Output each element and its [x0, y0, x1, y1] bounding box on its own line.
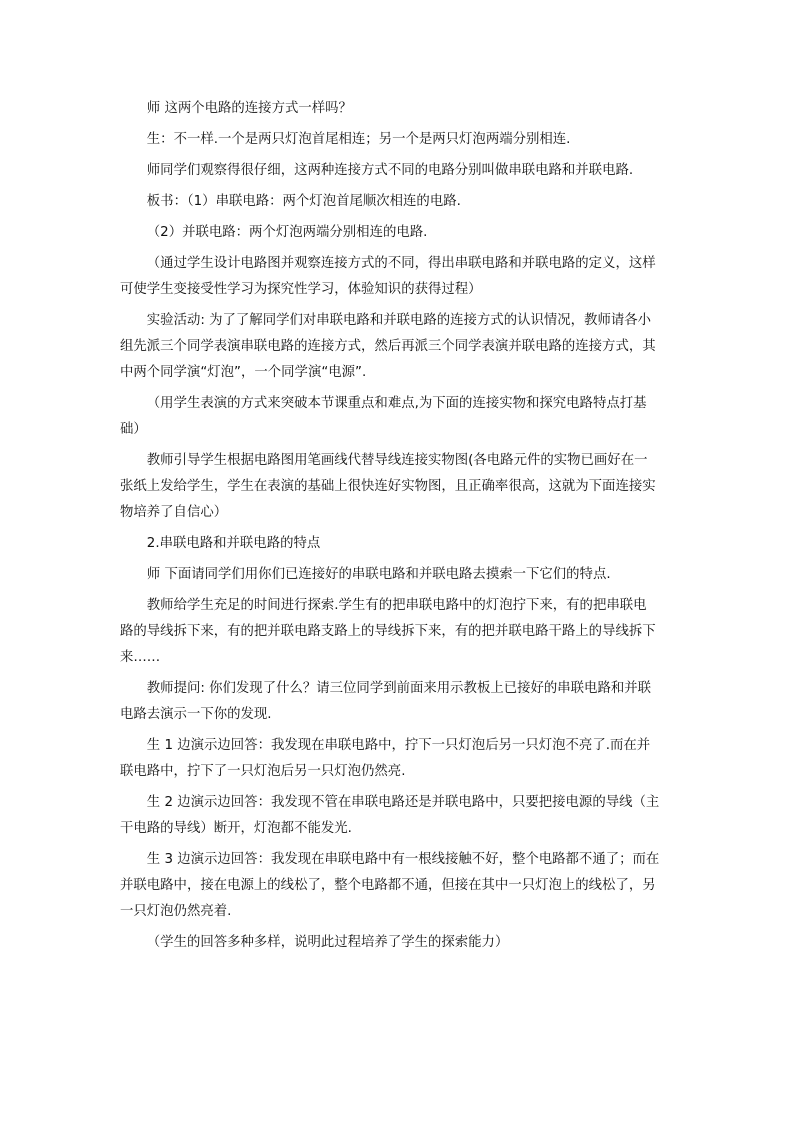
text-line: （用学生表演的方式来突破本节课重点和难点,为下面的连接实物和探究电路特点打基: [146, 396, 647, 411]
text-line: 路的导线拆下来，有的把并联电路支路上的导线拆下来，有的把并联电路干路上的导线拆下: [120, 624, 656, 639]
text-line: 张纸上发给学生，学生在表演的基础上很快连好实物图，且正确率很高，这就为下面连接实: [120, 479, 656, 494]
text-line: 础）: [120, 422, 147, 437]
paragraph-2: [120, 127, 680, 153]
text-line: 板书：（1）串联电路：两个灯泡首尾顺次相连的电路.: [146, 194, 461, 209]
paragraph-16: [120, 847, 680, 925]
paragraph-5: [120, 220, 680, 246]
text-line: 实验活动: 为了了解同学们对串联电路和并联电路的连接方式的认识情况，教师请各小: [146, 313, 652, 328]
document-page: [120, 96, 680, 961]
text-line: 电路去演示一下你的发现.: [120, 707, 272, 722]
paragraph-9: [120, 448, 680, 526]
paragraph-3: [120, 158, 680, 184]
section-heading: 2.串联电路和并联电路的特点: [146, 536, 321, 551]
text-line: 一只灯泡仍然亮着.: [120, 904, 232, 919]
text-line: 教师提问: 你们发现了什么？请三位同学到前面来用示教板上已接好的串联电路和并联: [146, 681, 652, 696]
paragraph-10: [120, 531, 680, 557]
paragraph-14: [120, 733, 680, 785]
paragraph-11: [120, 562, 680, 588]
text-line: （2）并联电路：两个灯泡两端分别相连的电路.: [146, 225, 428, 240]
text-line: 师 这两个电路的连接方式一样吗？: [146, 101, 352, 116]
text-line: 师同学们观察得很仔细，这两种连接方式不同的电路分别叫做串联电路和并联电路.: [146, 163, 634, 178]
text-line: 联电路中，拧下了一只灯泡后另一只灯泡仍然亮.: [120, 764, 406, 779]
text-line: 生 2 边演示边回答：我发现不管在串联电路还是并联电路中，只要把接电源的导线（主: [146, 795, 660, 810]
text-line: 教师给学生充足的时间进行探索.学生有的把串联电路中的灯泡拧下来，有的把串联电: [146, 598, 647, 613]
paragraph-12: [120, 593, 680, 671]
text-line: 可使学生变接受性学习为探究性学习，体验知识的获得过程）: [120, 282, 482, 297]
text-line: 来……: [120, 650, 161, 665]
paragraph-8: [120, 391, 680, 443]
text-line: （学生的回答多种多样，说明此过程培养了学生的探索能力）: [146, 935, 509, 950]
text-line: 生 3 边演示边回答：我发现在串联电路中有一根线接触不好，整个电路都不通了；而在: [146, 852, 660, 867]
paragraph-13: [120, 676, 680, 728]
paragraph-15: [120, 790, 680, 842]
text-line: 干电路的导线）断开，灯泡都不能发光.: [120, 821, 352, 836]
text-line: 生 1 边演示边回答：我发现在串联电路中，拧下一只灯泡后另一只灯泡不亮了.而在并: [146, 738, 651, 753]
paragraph-7: [120, 308, 680, 386]
text-line: 教师引导学生根据电路图用笔画线代替导线连接实物图(各电路元件的实物已画好在一: [146, 453, 648, 468]
text-line: 师 下面请同学们用你们已连接好的串联电路和并联电路去摸索一下它们的特点.: [146, 567, 611, 582]
text-line: 组先派三个同学表演串联电路的连接方式，然后再派三个同学表演并联电路的连接方式，其: [120, 339, 656, 354]
text-line: 并联电路中，接在电源上的线松了，整个电路都不通，但接在其中一只灯泡上的线松了，另: [120, 878, 656, 893]
paragraph-6: [120, 251, 680, 303]
paragraph-17: [120, 930, 680, 956]
text-line: （通过学生设计电路图并观察连接方式的不同，得出串联电路和并联电路的定义，这样: [146, 256, 656, 271]
paragraph-1: [120, 96, 680, 122]
text-line: 中两个同学演“灯泡”，一个同学演“电源”.: [120, 365, 367, 380]
text-line: 生：不一样.一个是两只灯泡首尾相连；另一个是两只灯泡两端分别相连.: [146, 132, 571, 147]
paragraph-4: [120, 189, 680, 215]
text-line: 物培养了自信心）: [120, 505, 228, 520]
